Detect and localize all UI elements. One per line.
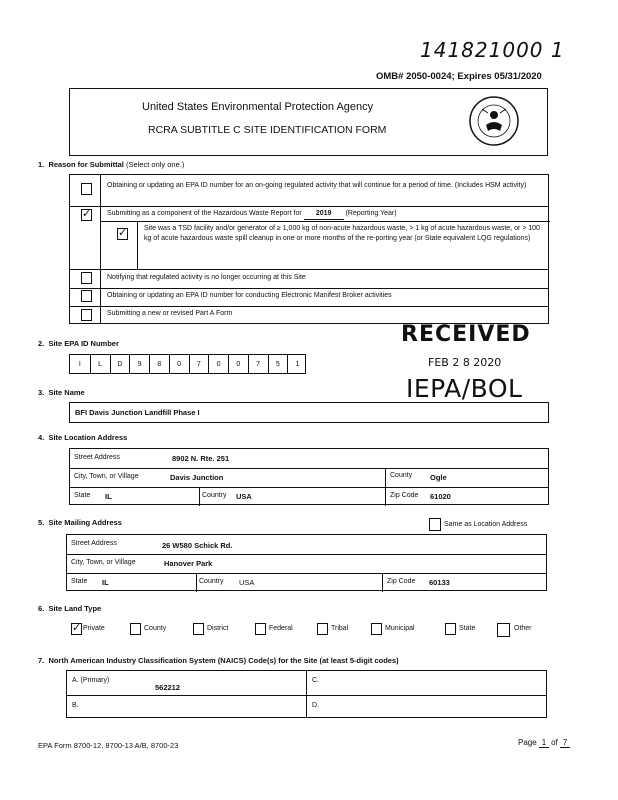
epa-id-char: 7	[248, 355, 268, 373]
loc-city-label: City, Town, or Village	[74, 473, 139, 480]
loc-county-label: County	[390, 472, 413, 479]
same-as-location-checkbox[interactable]	[429, 518, 441, 531]
land-type-county-checkbox[interactable]	[130, 623, 141, 635]
land-type-state-checkbox[interactable]	[445, 623, 456, 635]
reason-hw-report-label: Submitting as a component of the Hazardous Waste Report for 2019 (Reporting Year)	[107, 209, 397, 220]
reason-emanifest-label: Obtaining or updating an EPA ID number for conducting Electronic Manifest Broker activities	[107, 292, 392, 299]
same-as-location-label: Same as Location Address	[444, 521, 528, 528]
naics-table	[66, 670, 547, 718]
epa-id-boxes	[69, 354, 306, 374]
land-type-state-label: State	[459, 625, 476, 632]
tsd-lqg-checkbox[interactable]	[117, 228, 128, 240]
section1-heading: 1. Reason for Submittal (Select only one.)	[38, 160, 185, 169]
check-mark-icon: ✓	[118, 227, 128, 239]
reporting-year: 2019	[304, 209, 344, 220]
section1-title: Reason for Submittal	[48, 160, 124, 169]
land-type-federal-label: Federal	[269, 625, 293, 632]
loc-county-value[interactable]: Ogle	[430, 473, 447, 482]
epa-id-char: L	[90, 355, 110, 373]
land-type-county-label: County	[144, 625, 167, 632]
land-type-other-checkbox[interactable]	[497, 623, 510, 637]
land-type-municipal-label: Municipal	[385, 625, 415, 632]
mail-state-value[interactable]: IL	[102, 578, 109, 587]
received-date: FEB 2 8 2020	[428, 356, 502, 369]
page-number: 1	[539, 738, 549, 748]
agency-name: United States Environmental Protection Agency	[142, 101, 374, 113]
mail-zip-label: Zip Code	[387, 578, 416, 585]
mail-country-value[interactable]: USA	[239, 578, 255, 587]
received-office: IEPA/BOL	[406, 374, 523, 403]
land-type-tribal-checkbox[interactable]	[317, 623, 328, 635]
form-header	[69, 88, 548, 156]
loc-zip-label: Zip Code	[390, 492, 419, 499]
land-type-federal-checkbox[interactable]	[255, 623, 266, 635]
section5-heading: 5. Site Mailing Address	[38, 518, 122, 527]
page-total: 7	[560, 738, 570, 748]
reason-hw-report-checkbox[interactable]	[81, 209, 92, 221]
section7-title: North American Industry Classification System (NAICS) Code(s) for the Site (at least 5-digit codes)	[48, 656, 399, 665]
mail-street-label: Street Address	[71, 540, 117, 547]
epa-id-char: 0	[228, 355, 248, 373]
check-mark-icon: ✓	[72, 622, 82, 634]
loc-country-label: Country	[202, 492, 227, 499]
mailing-address-table	[66, 534, 547, 591]
epa-seal-icon	[468, 95, 520, 147]
reason-no-longer-checkbox[interactable]	[81, 272, 92, 284]
mail-country-label: Country	[199, 578, 224, 585]
section5-title: Site Mailing Address	[48, 518, 122, 527]
reason-ongoing-label: Obtaining or updating an EPA ID number for an on-going regulated activity that will continue for a period of time. (Includes HSM activity)	[107, 182, 527, 189]
land-type-tribal-label: Tribal	[331, 625, 349, 632]
naics-d-label: D.	[312, 702, 319, 709]
mail-street-value[interactable]: 26 W580 Schick Rd.	[162, 541, 233, 550]
naics-c-label: C.	[312, 677, 319, 684]
epa-id-char: D	[110, 355, 130, 373]
section3-title: Site Name	[48, 388, 85, 397]
naics-a-label: A. (Primary)	[72, 677, 110, 684]
epa-id-char: 0	[208, 355, 228, 373]
loc-country-value[interactable]: USA	[236, 492, 252, 501]
loc-state-label: State	[74, 492, 91, 499]
mail-city-label: City, Town, or Village	[71, 559, 136, 566]
site-name-value: BFI Davis Junction Landfill Phase I	[75, 408, 200, 417]
land-type-district-checkbox[interactable]	[193, 623, 204, 635]
section6-heading: 6. Site Land Type	[38, 604, 102, 613]
reason-emanifest-checkbox[interactable]	[81, 290, 92, 302]
section6-title: Site Land Type	[48, 604, 102, 613]
location-address-table	[69, 448, 549, 505]
loc-state-value[interactable]: IL	[105, 492, 112, 501]
mail-city-value[interactable]: Hanover Park	[164, 559, 213, 568]
land-type-other-label: Other	[514, 625, 532, 632]
loc-street-value[interactable]: 8902 N. Rte. 251	[172, 454, 230, 463]
check-mark-icon: ✓	[82, 208, 92, 220]
reason-part-a-checkbox[interactable]	[81, 309, 92, 321]
form-number: EPA Form 8700-12, 8700-13 A/B, 8700-23	[38, 741, 179, 750]
reason-table	[69, 174, 549, 324]
section1-note: (Select only one.)	[125, 160, 185, 169]
epa-id-char: 7	[189, 355, 209, 373]
epa-id-char: 5	[268, 355, 288, 373]
section2-heading: 2. Site EPA ID Number	[38, 339, 119, 348]
naics-b-label: B.	[72, 702, 79, 709]
section2-title: Site EPA ID Number	[48, 339, 119, 348]
form-title: RCRA SUBTITLE C SITE IDENTIFICATION FORM	[148, 124, 387, 136]
land-type-municipal-checkbox[interactable]	[371, 623, 382, 635]
reason-part-a-label: Submitting a new or revised Part A Form	[107, 310, 233, 317]
epa-id-char: 0	[169, 355, 189, 373]
page-indicator: Page 1 of 7	[518, 738, 570, 748]
section3-heading: 3. Site Name	[38, 388, 85, 397]
mail-state-label: State	[71, 578, 88, 585]
section4-title: Site Location Address	[48, 433, 128, 442]
land-type-district-label: District	[207, 625, 229, 632]
land-type-private-label: Private	[83, 625, 105, 632]
epa-id-char: 9	[129, 355, 149, 373]
reason-ongoing-checkbox[interactable]	[81, 183, 92, 195]
section7-heading: 7. North American Industry Classification System (NAICS) Code(s) for the Site (at least 5-digit codes)	[38, 656, 399, 665]
loc-city-value[interactable]: Davis Junction	[170, 473, 224, 482]
naics-a-value[interactable]: 562212	[155, 683, 181, 692]
epa-id-char: 1	[287, 355, 307, 373]
omb-number: OMB# 2050-0024; Expires 05/31/2020	[376, 71, 542, 82]
reason-no-longer-label: Notifying that regulated activity is no longer occurring at this Site	[107, 274, 306, 281]
section4-heading: 4. Site Location Address	[38, 433, 128, 442]
loc-zip-value[interactable]: 61020	[430, 492, 451, 501]
mail-zip-value[interactable]: 60133	[429, 578, 450, 587]
received-stamp: RECEIVED	[401, 322, 531, 347]
handwritten-number: 141821000 1	[420, 38, 565, 62]
site-name-field[interactable]	[69, 402, 549, 423]
tsd-lqg-label: Site was a TSD facility and/or generator of ≥ 1,000 kg of non-acute hazardous waste, > 1 kg of acute hazardous waste, or > 100 kg of acute hazardous waste spill cleanup in one or more months of the re-porting year (or State equivalent LQG regulations)	[144, 225, 540, 243]
epa-id-char: 8	[149, 355, 169, 373]
land-type-row	[69, 621, 549, 639]
epa-id-char: I	[78, 361, 81, 368]
loc-street-label: Street Address	[74, 454, 120, 461]
land-type-private-checkbox[interactable]	[71, 623, 82, 635]
